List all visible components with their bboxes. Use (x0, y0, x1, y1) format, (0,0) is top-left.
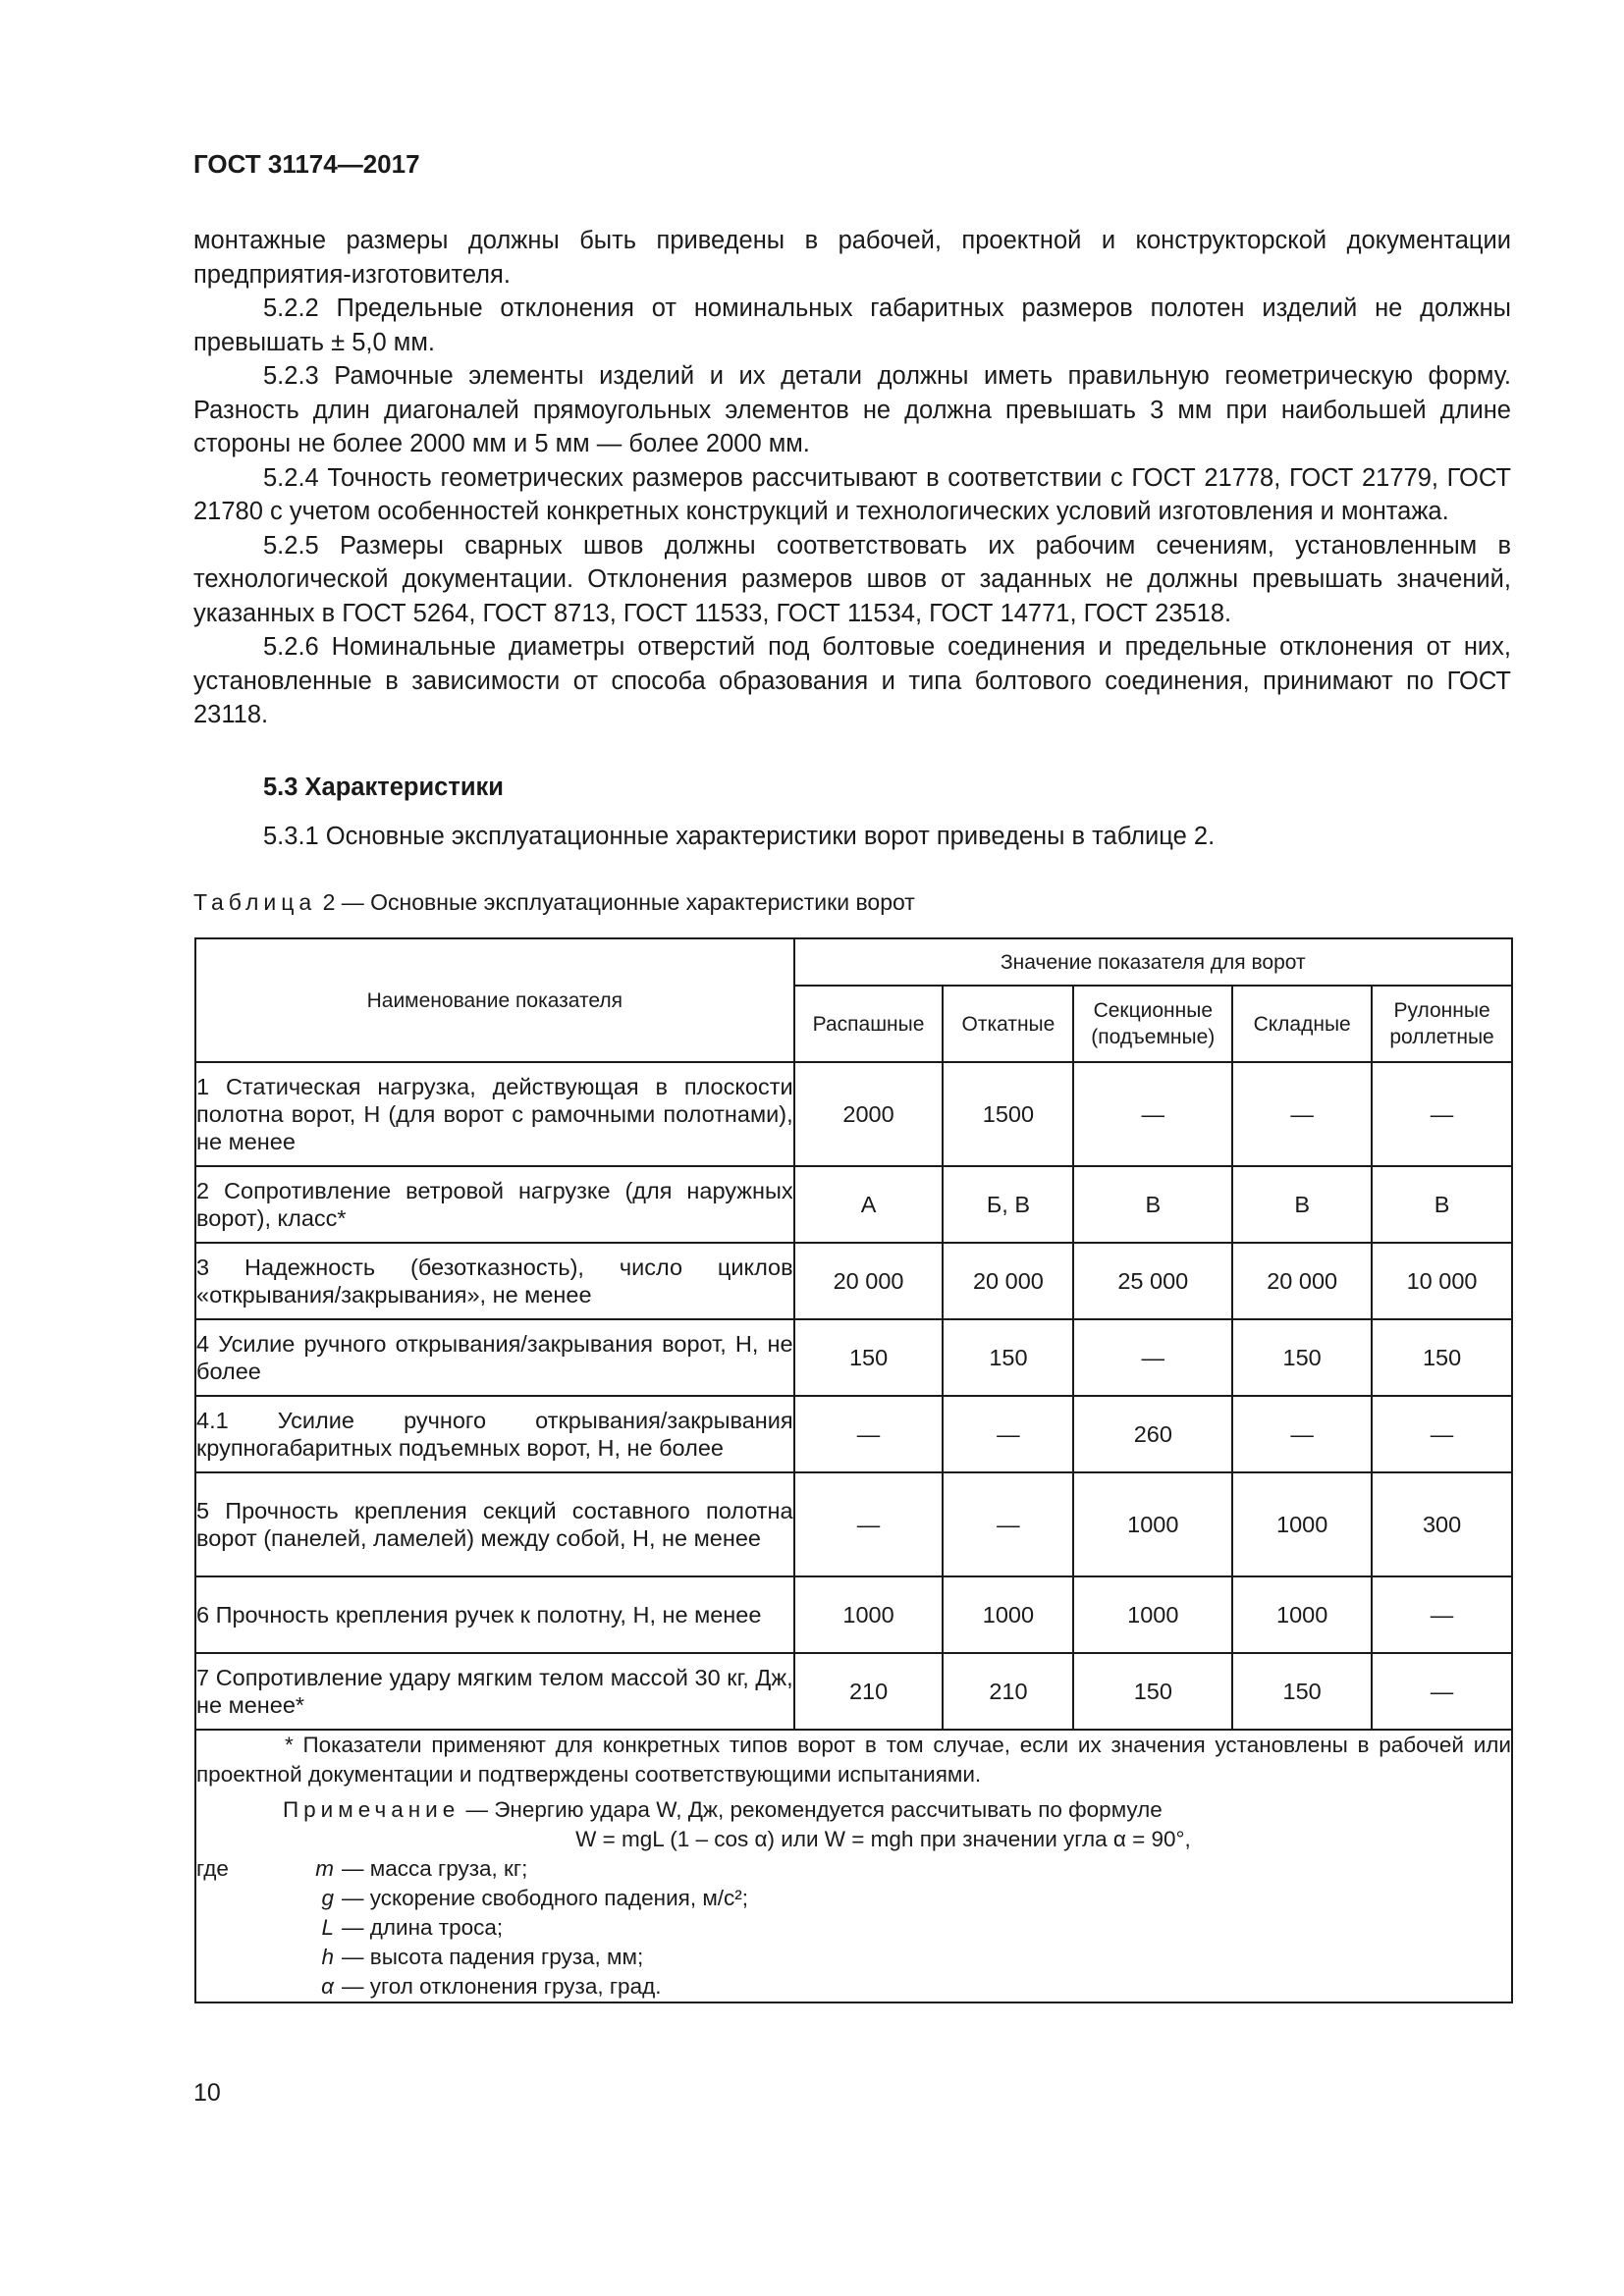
cell-value: 20 000 (794, 1243, 944, 1319)
row-name: 7 Сопротивление удару мягким телом массой 30 кг, Дж, не менее* (195, 1653, 794, 1730)
cell-value: — (1372, 1062, 1512, 1166)
row-name: 5 Прочность крепления секций составного полотна ворот (панелей, ламелей) между собой, Н, не менее (195, 1472, 794, 1576)
cell-value: 1500 (943, 1062, 1073, 1166)
body-text (193, 224, 1511, 732)
cell-value: В (1073, 1166, 1232, 1243)
energy-formula: W = mgL (1 – cos α) или W = mgh при значении угла α = 90°, (575, 1827, 1191, 1851)
cell-value: 2000 (794, 1062, 944, 1166)
cell-value: 150 (1073, 1653, 1232, 1730)
variable-symbol: g (321, 1886, 334, 1910)
col-header: Откатные (943, 986, 1073, 1062)
paragraph-5-2-3: 5.2.3 Рамочные элементы изделий и их детали должны иметь правильную геометрическую форму. Разность длин диагоналей прямоугольных элементов не должна превышать 3 мм при наибольшей длине стороны не более 2000 мм и 5 мм — более 2000 мм. (193, 362, 1511, 457)
paragraph-5-3-1: 5.3.1 Основные эксплуатационные характеристики ворот приведены в таблице 2. (263, 823, 1216, 850)
cell-value: — (1073, 1062, 1232, 1166)
cell-value: 260 (1073, 1396, 1232, 1472)
table-row (195, 1576, 1512, 1653)
cell-value: 1000 (794, 1576, 944, 1653)
table-row (195, 1653, 1512, 1730)
table-row (195, 1472, 1512, 1576)
cell-value: 1000 (1073, 1576, 1232, 1653)
document-header: ГОСТ 31174—2017 (193, 149, 420, 179)
cell-value: 25 000 (1073, 1243, 1232, 1319)
row-name: 4.1 Усилие ручного открывания/закрывания крупногабаритных подъемных ворот, Н, не более (195, 1396, 794, 1472)
paragraph-5-2-5: 5.2.5 Размеры сварных швов должны соответствовать их рабочим сечениям, установленным в технологической документации. Отклонения размеров швов от заданных не должны превышать значений, указанных в ГОСТ 5264, ГОСТ 8713, ГОСТ 11533, ГОСТ 11534, ГОСТ 14771, ГОСТ 23518. (193, 531, 1511, 627)
table-footnote: * Показатели применяют для конкретных типов ворот в том случае, если их значения установлены в рабочей или проектной документации и подтверждены соответствующими испытаниями. (196, 1733, 1511, 1787)
cell-value: 150 (1232, 1319, 1372, 1396)
cell-value: 210 (794, 1653, 944, 1730)
table-row (195, 1319, 1512, 1396)
variable-symbol: L (321, 1915, 334, 1940)
cell-value: В (1372, 1166, 1512, 1243)
variable-desc: — высота падения груза, мм; (342, 1945, 644, 1969)
col-header: Распашные (794, 986, 944, 1062)
cell-value: Б, В (943, 1166, 1073, 1243)
cell-value: — (794, 1396, 944, 1472)
paragraph-5-2-6: 5.2.6 Номинальные диаметры отверстий под болтовые соединения и предельные отклонения от них, установленные в зависимости от способа образования и типа болтового соединения, принимают по ГОСТ 23118. (193, 633, 1511, 728)
variable-symbol: α (321, 1974, 334, 1999)
cell-value: — (1232, 1062, 1372, 1166)
col-header: Секционные (подъемные) (1073, 986, 1232, 1062)
table-row (195, 1062, 1512, 1166)
cell-value: А (794, 1166, 944, 1243)
cell-value: — (1372, 1396, 1512, 1472)
row-name: 1 Статическая нагрузка, действующая в плоскости полотна ворот, Н (для ворот с рамочными полотнами), не менее (195, 1062, 794, 1166)
variable-desc: — угол отклонения груза, град. (342, 1974, 662, 1999)
cell-value: 150 (794, 1319, 944, 1396)
note-label: Примечание (283, 1797, 460, 1822)
row-name: 2 Сопротивление ветровой нагрузке (для наружных ворот), класс* (195, 1166, 794, 1243)
cell-value: — (794, 1472, 944, 1576)
cell-value: 1000 (1073, 1472, 1232, 1576)
table-caption (193, 889, 915, 916)
col-header: Складные (1232, 986, 1372, 1062)
table-note (283, 1795, 1511, 1825)
section-heading: 5.3 Характеристики (263, 774, 504, 801)
table-row (195, 1243, 1512, 1319)
cell-value: — (1372, 1653, 1512, 1730)
cell-value: 20 000 (943, 1243, 1073, 1319)
row-name: 6 Прочность крепления ручек к полотну, Н, не менее (195, 1576, 794, 1653)
characteristics-table (194, 937, 1513, 2003)
cell-value: 150 (1232, 1653, 1372, 1730)
row-name: 4 Усилие ручного открывания/закрывания ворот, Н, не более (195, 1319, 794, 1396)
table-caption-label: Таблица (193, 889, 317, 915)
where-word: где (196, 1856, 229, 1881)
row-name: 3 Надежность (безотказность), число циклов «открывания/закрывания», не менее (195, 1243, 794, 1319)
variable-symbol: h (321, 1945, 334, 1969)
variable-symbol: m (315, 1856, 334, 1881)
variable-desc: — длина троса; (342, 1915, 504, 1940)
cell-value: — (1372, 1576, 1512, 1653)
cell-value: 10 000 (1372, 1243, 1512, 1319)
cell-value: 1000 (943, 1576, 1073, 1653)
cell-value: В (1232, 1166, 1372, 1243)
cell-value: — (943, 1472, 1073, 1576)
cell-value: 1000 (1232, 1576, 1372, 1653)
table-row (195, 1396, 1512, 1472)
table-row (195, 1166, 1512, 1243)
table-footer (195, 1730, 1512, 2002)
paragraph-5-2-4: 5.2.4 Точность геометрических размеров рассчитывают в соответствии с ГОСТ 21778, ГОСТ 21779, ГОСТ 21780 с учетом особенностей конкретных конструкций и технологических условий изготовления и монтажа. (193, 463, 1511, 525)
table-header-row (195, 938, 1512, 986)
cell-value: — (1232, 1396, 1372, 1472)
cell-value: — (943, 1396, 1073, 1472)
paragraph-continuation: монтажные размеры должны быть приведены в рабочей, проектной и конструкторской документации предприятия-изготовителя. (193, 227, 1511, 289)
variable-desc: — ускорение свободного падения, м/с²; (342, 1886, 749, 1910)
variable-list (196, 1854, 1511, 2002)
variable-desc: — масса груза, кг; (342, 1856, 528, 1881)
paragraph-5-2-2: 5.2.2 Предельные отклонения от номинальных габаритных размеров полотен изделий не должны превышать ± 5,0 мм. (193, 294, 1511, 356)
group-header: Значение показателя для ворот (794, 938, 1512, 986)
page-number: 10 (193, 2079, 221, 2107)
table-footer-row (195, 1730, 1512, 2002)
cell-value: 150 (1372, 1319, 1512, 1396)
note-text: — Энергию удара W, Дж, рекомендуется рассчитывать по формуле (465, 1797, 1163, 1822)
col-header: Рулонные роллетные (1372, 986, 1512, 1062)
cell-value: 1000 (1232, 1472, 1372, 1576)
table-caption-text: 2 — Основные эксплуатационные характеристики ворот (322, 889, 915, 915)
cell-value: — (1073, 1319, 1232, 1396)
cell-value: 210 (943, 1653, 1073, 1730)
cell-value: 300 (1372, 1472, 1512, 1576)
cell-value: 20 000 (1232, 1243, 1372, 1319)
col-header-name: Наименование показателя (195, 938, 794, 1062)
cell-value: 150 (943, 1319, 1073, 1396)
